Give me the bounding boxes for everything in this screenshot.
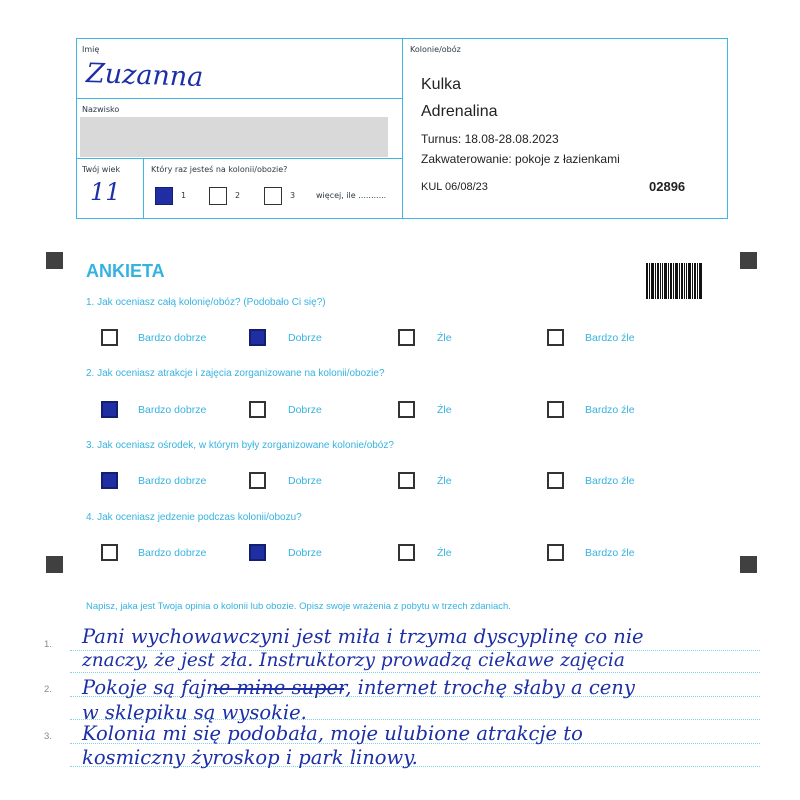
times-option-1: 1 [181,191,187,200]
times-option-3: 3 [290,191,296,200]
camp-name-1: Kulka [421,76,462,93]
handwritten-line-6[interactable]: kosmiczny żyroskop i park linowy. [82,746,418,769]
q3-option-dobrze: Dobrze [288,475,322,487]
age-value[interactable]: 11 [90,178,121,206]
strikethrough-mark [214,688,344,690]
header-divider-vertical [402,38,403,219]
opinion-prompt: Napisz, jaka jest Twoja opinia o kolonii lub obozie. Opisz swoje wrażenia z pobytu w trzech zdaniach. [86,601,511,612]
surname-divider [76,158,402,159]
q3-checkbox-zle[interactable] [398,472,415,489]
q4-checkbox-bardzo-zle[interactable] [547,544,564,561]
q4-option-bardzo-zle: Bardzo źle [585,547,635,559]
camp-code: KUL 06/08/23 [421,181,488,193]
surname-label: Nazwisko [82,105,120,114]
q3-option-zle: Źle [437,475,452,487]
times-checkbox-2[interactable] [209,187,227,205]
line-number-3: 3. [44,731,52,742]
times-option-more: więcej, ile ........... [316,191,387,200]
survey-title: ANKIETA [86,261,165,281]
question-1: 1. Jak oceniasz całą kolonię/obóz? (Podobało Ci się?) [86,297,326,308]
q3-checkbox-bardzo-zle[interactable] [547,472,564,489]
q2-option-bardzo-zle: Bardzo źle [585,404,635,416]
times-checkbox-3[interactable] [264,187,282,205]
q2-checkbox-zle[interactable] [398,401,415,418]
q3-option-bardzo-zle: Bardzo źle [585,475,635,487]
q3-checkbox-bardzo-dobrze[interactable] [101,472,118,489]
question-3: 3. Jak oceniasz ośrodek, w którym były zorganizowane kolonie/obóz? [86,440,394,451]
question-4: 4. Jak oceniasz jedzenie podczas kolonii/obozu? [86,512,302,523]
line-number-1: 1. [44,639,52,650]
name-divider [76,98,402,99]
q2-checkbox-dobrze[interactable] [249,401,266,418]
q1-checkbox-bardzo-zle[interactable] [547,329,564,346]
q3-checkbox-dobrze[interactable] [249,472,266,489]
handwritten-line-5[interactable]: Kolonia mi się podobała, moje ulubione atrakcje to [82,722,583,745]
q4-checkbox-dobrze[interactable] [249,544,266,561]
times-checkbox-1[interactable] [155,187,173,205]
q4-option-zle: Źle [437,547,452,559]
times-option-2: 2 [235,191,241,200]
q1-option-dobrze: Dobrze [288,332,322,344]
name-value[interactable]: Zuzanna [85,57,204,94]
registration-marker-bottom-right [740,556,757,573]
question-2: 2. Jak oceniasz atrakcje i zajęcia zorganizowane na kolonii/obozie? [86,368,385,379]
q1-option-zle: Źle [437,332,452,344]
handwritten-line-2[interactable]: znaczy, że jest zła. Instruktorzy prowadzą ciekawe zajęcia [82,650,625,671]
age-label: Twój wiek [82,165,121,174]
registration-marker-top-left [46,252,63,269]
lodging-text: Zakwaterowanie: pokoje z łazienkami [421,152,620,166]
name-label: Imię [82,45,100,54]
q4-option-dobrze: Dobrze [288,547,322,559]
surname-redacted [80,117,388,157]
q2-option-dobrze: Dobrze [288,404,322,416]
q1-checkbox-zle[interactable] [398,329,415,346]
q2-checkbox-bardzo-dobrze[interactable] [101,401,118,418]
handwritten-line-4[interactable]: w sklepiku są wysokie. [82,701,307,724]
q2-option-bardzo-dobrze: Bardzo dobrze [138,404,207,416]
age-divider [143,158,144,219]
q1-option-bardzo-dobrze: Bardzo dobrze [138,332,207,344]
q2-checkbox-bardzo-zle[interactable] [547,401,564,418]
q3-option-bardzo-dobrze: Bardzo dobrze [138,475,207,487]
q1-checkbox-bardzo-dobrze[interactable] [101,329,118,346]
q1-checkbox-dobrze[interactable] [249,329,266,346]
writing-line-2 [70,672,760,673]
q4-option-bardzo-dobrze: Bardzo dobrze [138,547,207,559]
camp-label: Kolonie/obóz [410,45,461,54]
handwritten-line-3[interactable]: Pokoje są fajne mine super, internet trochę słaby a ceny [82,676,635,699]
q1-option-bardzo-zle: Bardzo źle [585,332,635,344]
registration-marker-top-right [740,252,757,269]
line-number-2: 2. [44,684,52,695]
form-number: 02896 [649,179,686,194]
times-label: Który raz jesteś na kolonii/obozie? [151,165,288,174]
barcode-icon [646,263,702,299]
registration-marker-bottom-left [46,556,63,573]
camp-name-2: Adrenalina [421,103,498,120]
handwritten-line-1[interactable]: Pani wychowawczyni jest miła i trzyma dyscyplinę co nie [82,625,644,648]
q2-option-zle: Źle [437,404,452,416]
q4-checkbox-zle[interactable] [398,544,415,561]
turnus-text: Turnus: 18.08-28.08.2023 [421,132,559,146]
q4-checkbox-bardzo-dobrze[interactable] [101,544,118,561]
